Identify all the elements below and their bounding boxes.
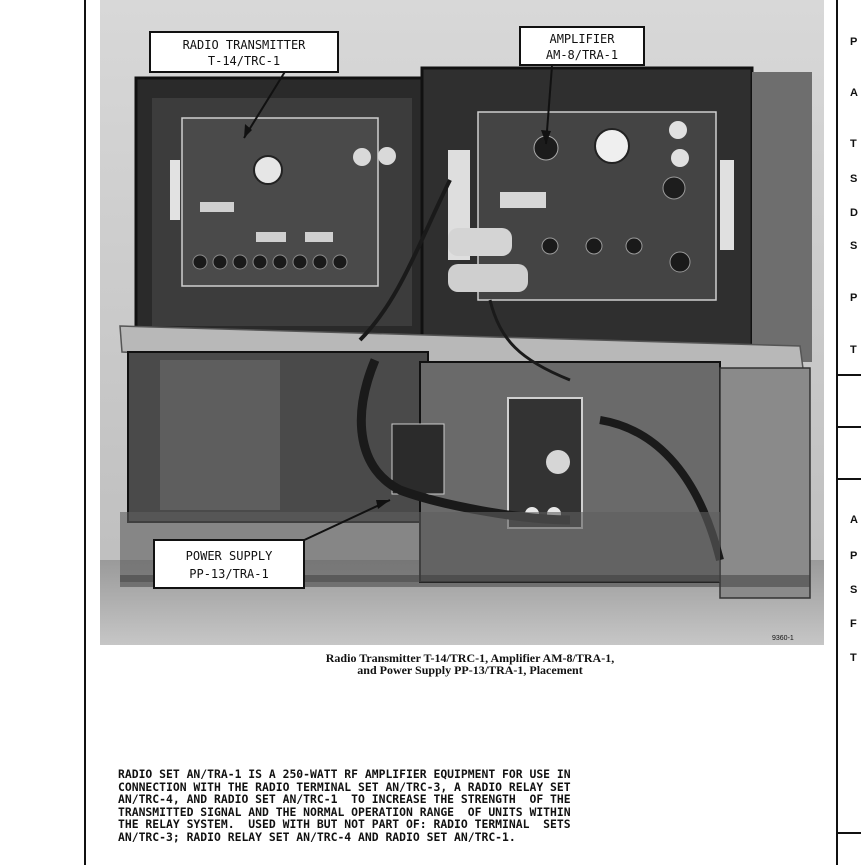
callout-power-supply-line2: PP-13/TRA-1 xyxy=(189,567,269,581)
paragraph-line: RADIO SET AN/TRA-1 IS A 250-WATT RF AMPLIFIER EQUIPMENT FOR USE IN xyxy=(118,767,571,781)
paragraph-line: AN/TRC-4, AND RADIO SET AN/TRC-1 TO INCREASE THE STRENGTH OF THE xyxy=(118,792,571,807)
side-letter: A xyxy=(850,87,858,99)
side-letter: T xyxy=(850,138,857,150)
side-rule xyxy=(838,832,861,834)
callout-amplifier-line1: AMPLIFIER xyxy=(549,32,615,46)
paragraph-line: TRANSMITTED SIGNAL AND THE NORMAL OPERATION RANGE OF UNITS WITHIN xyxy=(118,804,571,819)
side-letter: P xyxy=(850,292,858,304)
left-border-line xyxy=(84,0,86,865)
side-letter: P xyxy=(850,550,858,562)
side-letter: D xyxy=(850,207,858,219)
right-clipped-column xyxy=(838,0,861,865)
side-letter: P xyxy=(850,36,858,48)
side-letter: T xyxy=(850,344,857,356)
paragraph-line: CONNECTION WITH THE RADIO TERMINAL SET AN/TRC-3, A RADIO RELAY SET xyxy=(118,779,571,794)
side-letter: F xyxy=(850,618,857,630)
callout-amplifier-line2: AM-8/TRA-1 xyxy=(545,48,619,62)
side-rule xyxy=(838,478,861,480)
side-letter: A xyxy=(850,514,858,526)
callout-power-supply-line1: POWER SUPPLY xyxy=(185,549,273,563)
equipment-photo xyxy=(100,0,824,645)
side-letter: T xyxy=(850,652,857,664)
side-rule xyxy=(838,374,861,376)
side-rule xyxy=(838,426,861,428)
callout-transmitter-line2: T-14/TRC-1 xyxy=(207,54,281,68)
callout-transmitter-line1: RADIO TRANSMITTER xyxy=(182,38,306,52)
caption-line: Radio Transmitter T-14/TRC-1, Amplifier AM-8/TRA-1, xyxy=(325,651,615,665)
figure-caption xyxy=(240,652,700,676)
side-letter: S xyxy=(850,173,858,185)
description-paragraph xyxy=(118,768,798,844)
side-letter: S xyxy=(850,584,858,596)
paragraph-line: AN/TRC-3; RADIO RELAY SET AN/TRC-4 AND RADIO SET AN/TRC-1. xyxy=(118,829,516,844)
figure-number: 9360-1 xyxy=(772,635,794,642)
paragraph-line: THE RELAY SYSTEM. USED WITH BUT NOT PART OF: RADIO TERMINAL SETS xyxy=(118,817,571,832)
caption-line: and Power Supply PP-13/TRA-1, Placement xyxy=(357,663,583,677)
side-letter: S xyxy=(850,240,858,252)
